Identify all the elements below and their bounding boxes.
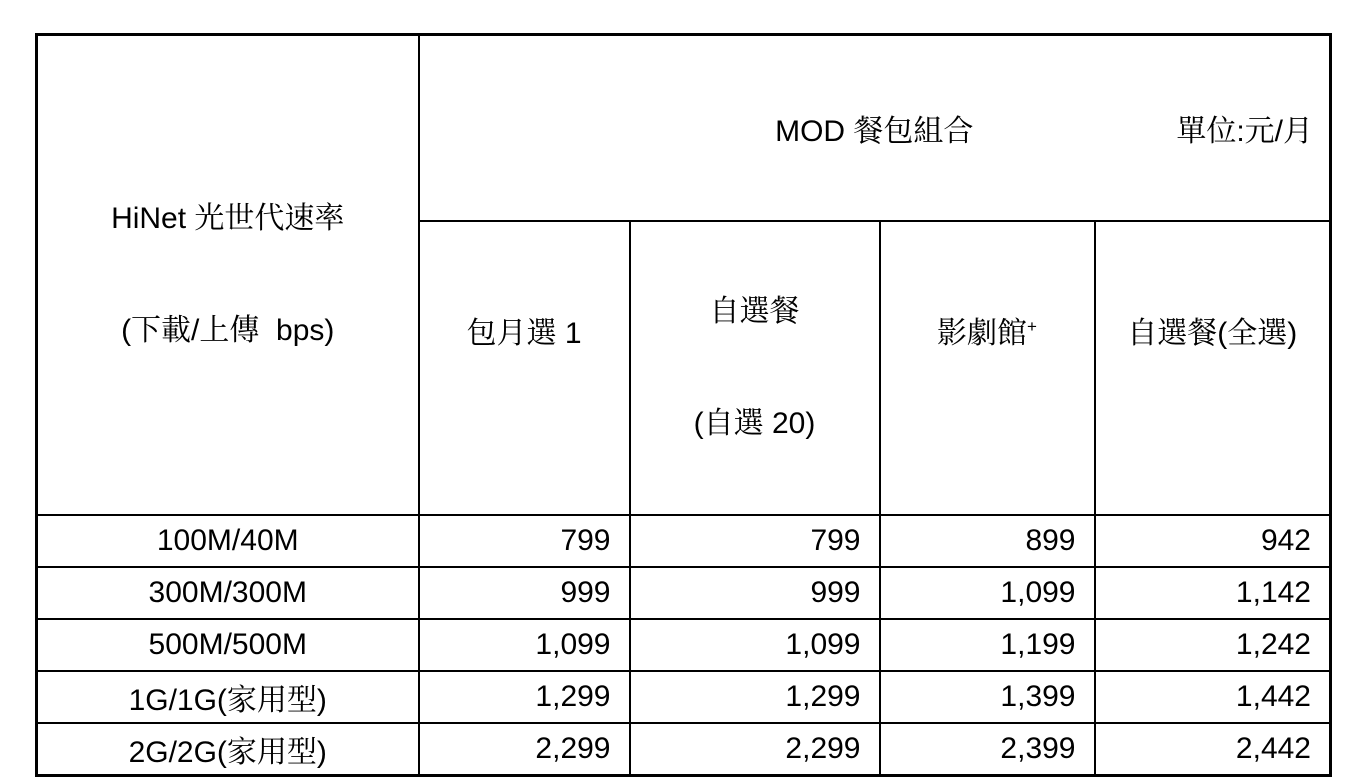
price-cell: 799 — [630, 515, 880, 567]
column-header-custom-20 — [630, 221, 880, 515]
corner-header-line1: HiNet 光世代速率 — [111, 202, 345, 235]
price-cell: 999 — [630, 567, 880, 619]
price-cell: 2,299 — [419, 723, 630, 775]
group-header-cell — [419, 35, 1331, 222]
price-cell: 1,099 — [630, 619, 880, 671]
price-cell: 1,299 — [630, 671, 880, 723]
price-cell: 942 — [1095, 515, 1331, 567]
speed-cell: 1G/1G(家用型) — [37, 671, 419, 723]
unit-label: 單位:元/月 — [1176, 115, 1313, 148]
speed-cell: 2G/2G(家用型) — [37, 723, 419, 775]
column-title: 自選餐(全選) — [1127, 317, 1298, 350]
column-title: 自選餐 — [709, 295, 800, 328]
column-header-theater — [880, 221, 1095, 515]
pricing-table — [35, 33, 1332, 777]
price-cell: 1,399 — [880, 671, 1095, 723]
group-header-row — [37, 35, 1331, 222]
corner-header-line2: (下載/上傳 bps) — [121, 314, 335, 347]
table-title: MOD 餐包組合 — [775, 115, 974, 148]
price-cell: 1,299 — [419, 671, 630, 723]
table-row — [37, 671, 1331, 723]
superscript-plus: + — [1027, 317, 1037, 336]
price-cell: 2,299 — [630, 723, 880, 775]
price-cell: 1,242 — [1095, 619, 1331, 671]
column-header-monthly-pick1 — [419, 221, 630, 515]
speed-cell: 500M/500M — [37, 619, 419, 671]
price-cell: 1,142 — [1095, 567, 1331, 619]
price-cell: 1,099 — [880, 567, 1095, 619]
price-cell: 799 — [419, 515, 630, 567]
price-cell: 999 — [419, 567, 630, 619]
price-cell: 2,442 — [1095, 723, 1331, 775]
column-header-custom-all — [1095, 221, 1331, 515]
price-cell: 1,099 — [419, 619, 630, 671]
table-row — [37, 723, 1331, 775]
column-title: 影劇館 — [937, 317, 1028, 350]
column-header-line — [1096, 312, 1330, 356]
corner-header-cell — [37, 35, 419, 516]
column-title: 包月選 1 — [466, 317, 582, 350]
price-cell: 1,442 — [1095, 671, 1331, 723]
speed-cell: 300M/300M — [37, 567, 419, 619]
column-subtitle: (自選 20) — [693, 407, 816, 440]
column-header-line — [631, 290, 879, 334]
group-header-wrap — [420, 104, 1330, 152]
speed-cell: 100M/40M — [37, 515, 419, 567]
table-row — [37, 567, 1331, 619]
price-cell: 899 — [880, 515, 1095, 567]
table-row — [37, 619, 1331, 671]
column-header-line — [420, 312, 629, 356]
price-cell: 1,199 — [880, 619, 1095, 671]
column-header-line — [881, 312, 1094, 356]
table-row — [37, 515, 1331, 567]
price-cell: 2,399 — [880, 723, 1095, 775]
